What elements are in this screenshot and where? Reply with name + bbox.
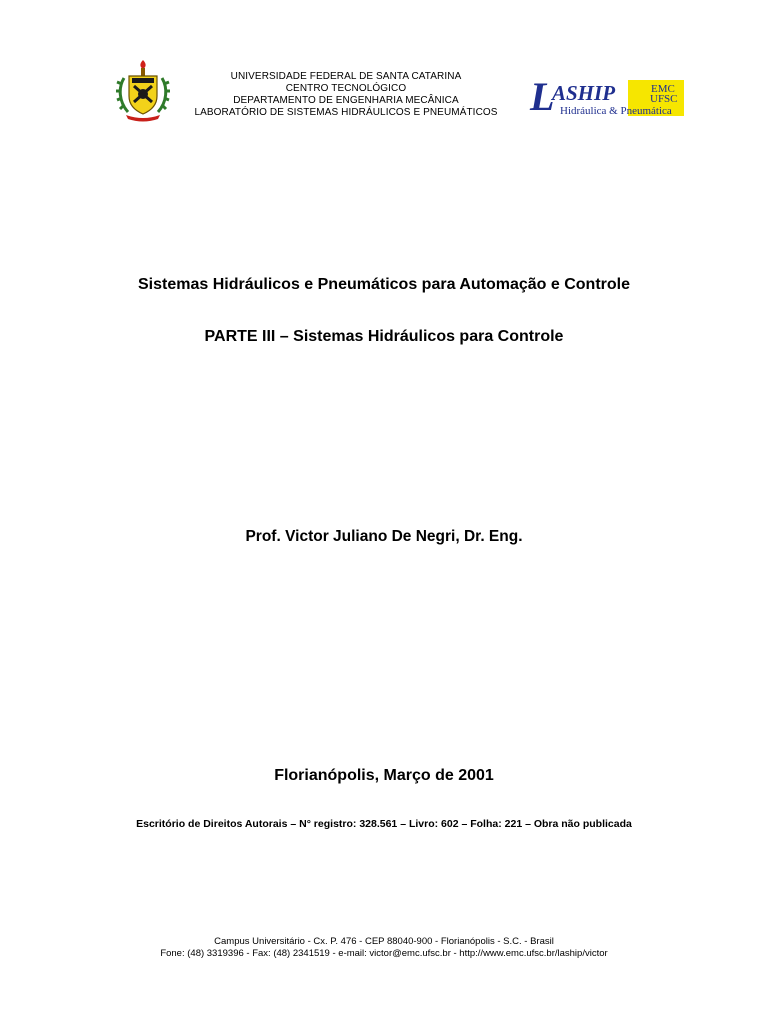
logo-initial: L (530, 76, 555, 119)
logo-badge-bottom: UFSC (650, 93, 678, 105)
university-name: UNIVERSIDADE FEDERAL DE SANTA CATARINA (230, 71, 462, 82)
page-footer (0, 936, 768, 960)
copyright-notice: Escritório de Direitos Autorais – N° registro: 328.561 – Livro: 602 – Folha: 221 – Obra não publicada (136, 818, 632, 830)
university-crest-icon (114, 58, 172, 124)
document-part: PARTE III – Sistemas Hidráulicos para Controle (204, 328, 564, 345)
institution-header (180, 71, 512, 119)
footer-contact: Fone: (48) 3319396 - Fax: (48) 2341519 - e-mail: victor@emc.ufsc.br - http://www.emc.ufsc.br/laship/victor (160, 948, 608, 959)
document-author: Prof. Victor Juliano De Negri, Dr. Eng. (245, 528, 523, 545)
place-date: Florianópolis, Março de 2001 (274, 767, 494, 784)
logo-badge-top: EMC (651, 83, 675, 95)
laship-logo (528, 76, 688, 120)
department-name: DEPARTAMENTO DE ENGENHARIA MECÂNICA (233, 95, 459, 106)
laboratory-name: LABORATÓRIO DE SISTEMAS HIDRÁULICOS E PNEUMÁTICOS (194, 107, 498, 118)
document-title: Sistemas Hidráulicos e Pneumáticos para Automação e Controle (138, 276, 630, 293)
logo-subtitle: Hidráulica & Pneumática (560, 105, 672, 117)
logo-name: ASHIP (552, 81, 616, 105)
footer-address: Campus Universitário - Cx. P. 476 - CEP 88040-900 - Florianópolis - S.C. - Brasil (214, 936, 554, 947)
center-name: CENTRO TECNOLÓGICO (285, 83, 407, 94)
